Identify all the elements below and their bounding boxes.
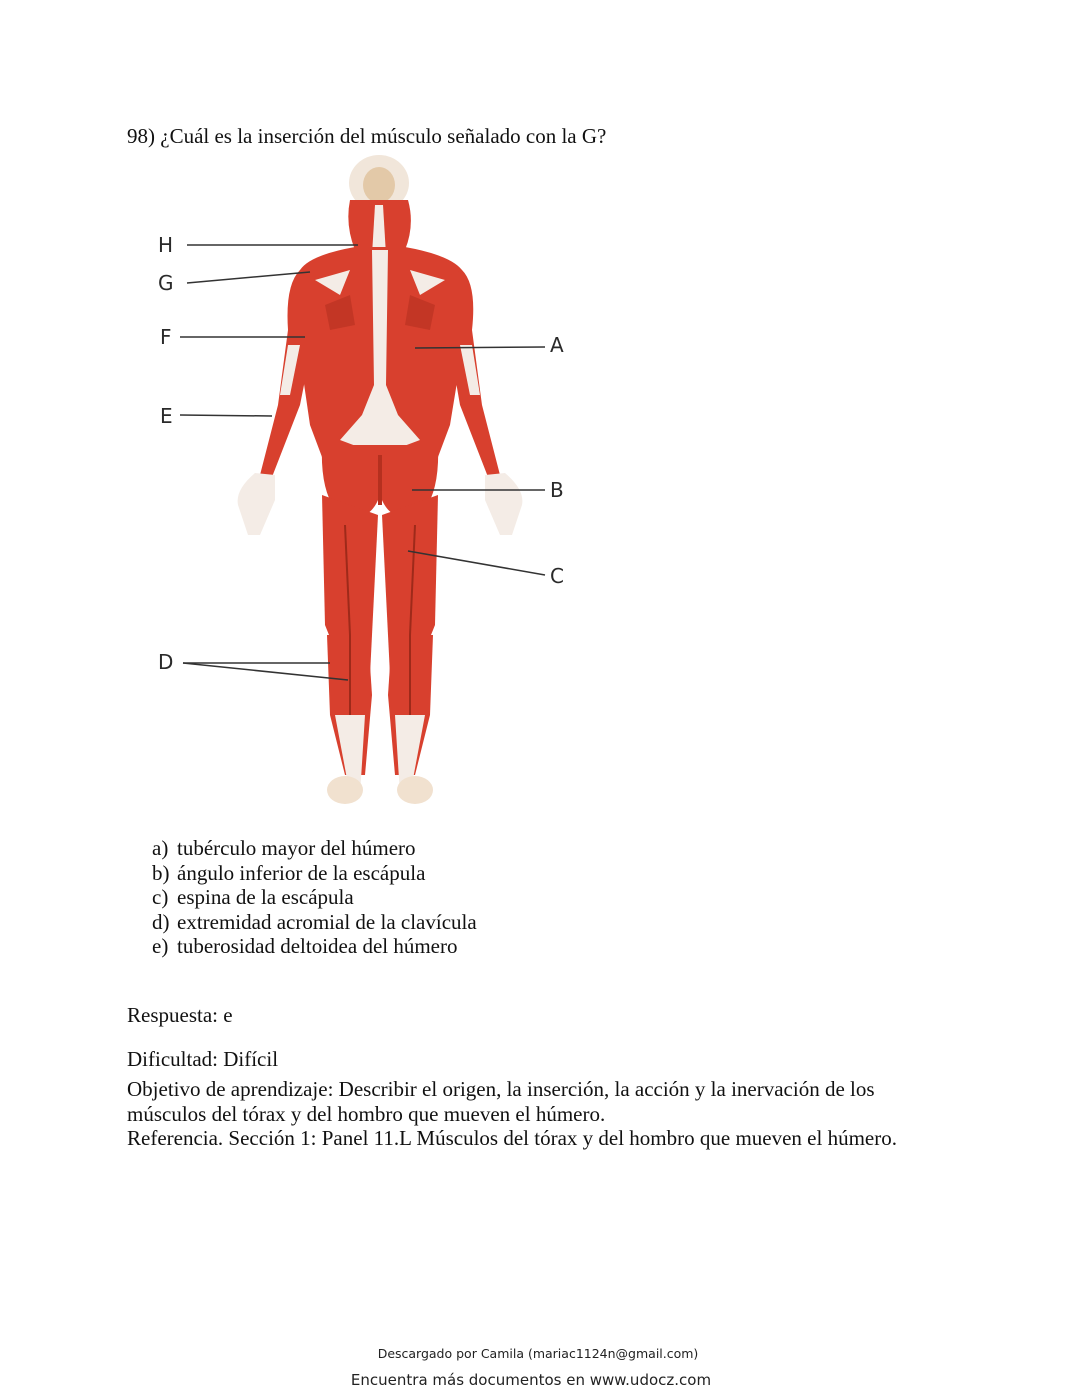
objective-block (127, 1077, 927, 1151)
option-text: espina de la escápula (177, 885, 354, 909)
option-text: tubérculo mayor del húmero (177, 836, 416, 860)
answer-options (152, 836, 477, 959)
question-text: 98) ¿Cuál es la inserción del músculo señalado con la G? (127, 124, 607, 148)
option-c (152, 885, 477, 910)
option-text: tuberosidad deltoidea del húmero (177, 934, 458, 958)
option-key: d) (152, 909, 170, 934)
label-b: B (550, 478, 564, 502)
label-c: C (550, 564, 564, 588)
option-text: extremidad acromial de la clavícula (177, 909, 477, 934)
option-text: ángulo inferior de la escápula (177, 860, 426, 885)
muscle-diagram (150, 155, 590, 815)
posterior-muscle-illustration (150, 155, 590, 815)
downloaded-by-footer: Descargado por Camila (mariac1124n@gmail.com) (377, 1346, 699, 1361)
label-g: G (158, 271, 174, 295)
more-docs-footer[interactable]: Encuentra más documentos en www.udocz.com (350, 1371, 712, 1389)
difficulty-text: Dificultad: Difícil (127, 1047, 279, 1071)
option-d (152, 910, 477, 935)
label-a: A (550, 333, 564, 357)
label-f: F (160, 325, 172, 349)
label-e: E (160, 404, 173, 428)
option-a (152, 836, 477, 861)
option-key: a) (152, 836, 169, 860)
label-d: D (158, 650, 174, 674)
answer-text: Respuesta: e (127, 1003, 233, 1027)
option-key: b) (152, 860, 170, 885)
label-h: H (158, 233, 174, 257)
reference: Referencia. Sección 1: Panel 11.L Músculos del tórax y del hombro que mueven el húmero. (127, 1126, 897, 1150)
option-b (152, 861, 477, 886)
option-e (152, 934, 477, 959)
option-key: e) (152, 934, 169, 958)
option-key: c) (152, 885, 169, 909)
learning-objective: Objetivo de aprendizaje: Describir el origen, la inserción, la acción y la inervación de los músculos del tórax y del hombro que mueven el húmero. (127, 1077, 875, 1126)
